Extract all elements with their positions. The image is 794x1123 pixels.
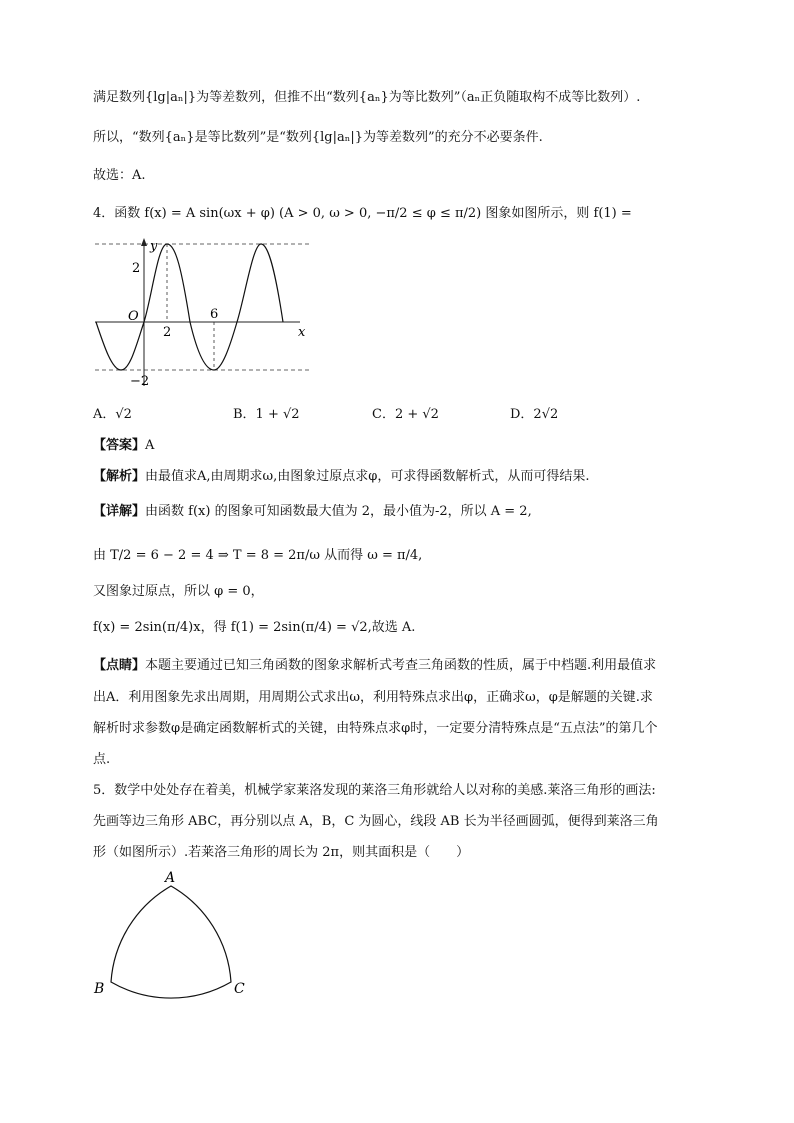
q4-detail-1 [93, 502, 532, 522]
vertex-label-b: B [94, 981, 105, 997]
comment-text-1: 本题主要通过已知三角函数的图象求解析式考查三角函数的性质，属于中档题.利用最值求 [145, 658, 657, 673]
q4-sine-graph [90, 236, 320, 396]
q4-detail-2: 由 T/2 = 6 − 2 = 4 ⇒ T = 8 = 2π/ω 从而得 ω = π/4, [93, 548, 423, 563]
vertex-label-c: C [234, 981, 245, 997]
q4-comment-3: 解析时求参数φ是确定函数解析式的关键，由特殊点求φ时，一定要分清特殊点是“五点法”的第几个 [93, 721, 658, 736]
q4-stem: 4．函数 f(x) = A sin(ωx + φ) (A > 0, ω > 0, −π/2 ≤ φ ≤ π/2) 图象如图所示，则 f(1) = [93, 206, 632, 221]
q4-comment-2: 出A．利用图象先求出周期，用周期公式求出ω，利用特殊点求出φ，正确求ω，φ是解题的关键.求 [93, 690, 653, 705]
prev-choice-line: 故选：A. [93, 168, 146, 183]
prev-solution-line-1: 满足数列{lg|aₙ|}为等差数列，但推不出“数列{aₙ}为等比数列”（aₙ正负随取构不成等比数列）. [93, 90, 641, 105]
analysis-tag: 【解析】 [93, 469, 146, 484]
q4-detail-3: 又图象过原点，所以 φ = 0， [93, 584, 264, 599]
detail-tag: 【详解】 [93, 504, 146, 519]
q4-comment-4: 点. [93, 752, 111, 767]
q5-line-1: 5．数学中处处存在着美，机械学家莱洛发现的莱洛三角形就给人以对称的美感.莱洛三角形的画法: [93, 783, 656, 798]
q4-option-d: D．2√2 [510, 407, 559, 422]
answer-tag: 【答案】 [93, 438, 146, 453]
y-axis-label: y [150, 239, 158, 254]
comment-tag: 【点睛】 [93, 658, 146, 673]
tick-label-2: 2 [163, 325, 172, 340]
q4-answer [93, 436, 154, 456]
q5-line-3: 形（如图所示）.若莱洛三角形的周长为 2π，则其面积是（ ） [93, 845, 470, 860]
q4-comment-1 [93, 656, 656, 676]
tick-label-6: 6 [210, 307, 219, 322]
reuleaux-triangle-figure [90, 866, 260, 1006]
reuleaux-triangle [111, 886, 231, 998]
max-label: 2 [132, 261, 141, 276]
q4-option-c: C．2 + √2 [372, 407, 439, 422]
origin-label: O [128, 309, 139, 324]
detail-text-1: 由函数 f(x) 的图象可知函数最大值为 2，最小值为-2，所以 A = 2, [145, 504, 532, 519]
answer-value: A [145, 438, 155, 453]
prev-solution-line-2: 所以，“数列{aₙ}是等比数列”是“数列{lg|aₙ|}为等差数列”的充分不必要条件. [93, 130, 543, 145]
y-axis-arrow [141, 238, 147, 246]
analysis-text: 由最值求A,由周期求ω,由图象过原点求φ，可求得函数解析式，从而可得结果. [145, 469, 590, 484]
min-label: −2 [130, 374, 150, 389]
q4-option-b: B．1 + √2 [233, 407, 300, 422]
q5-line-2: 先画等边三角形 ABC，再分别以点 A，B，C 为圆心，线段 AB 长为半径画圆弧，便得到莱洛三角 [93, 814, 659, 829]
q4-analysis [93, 467, 590, 487]
q4-option-a: A．√2 [93, 407, 132, 422]
vertex-label-a: A [165, 870, 176, 886]
q4-detail-4: f(x) = 2sin(π/4)x，得 f(1) = 2sin(π/4) = √2,故选 A. [93, 620, 416, 635]
x-axis-label: x [298, 325, 306, 340]
sine-curve [96, 244, 283, 370]
